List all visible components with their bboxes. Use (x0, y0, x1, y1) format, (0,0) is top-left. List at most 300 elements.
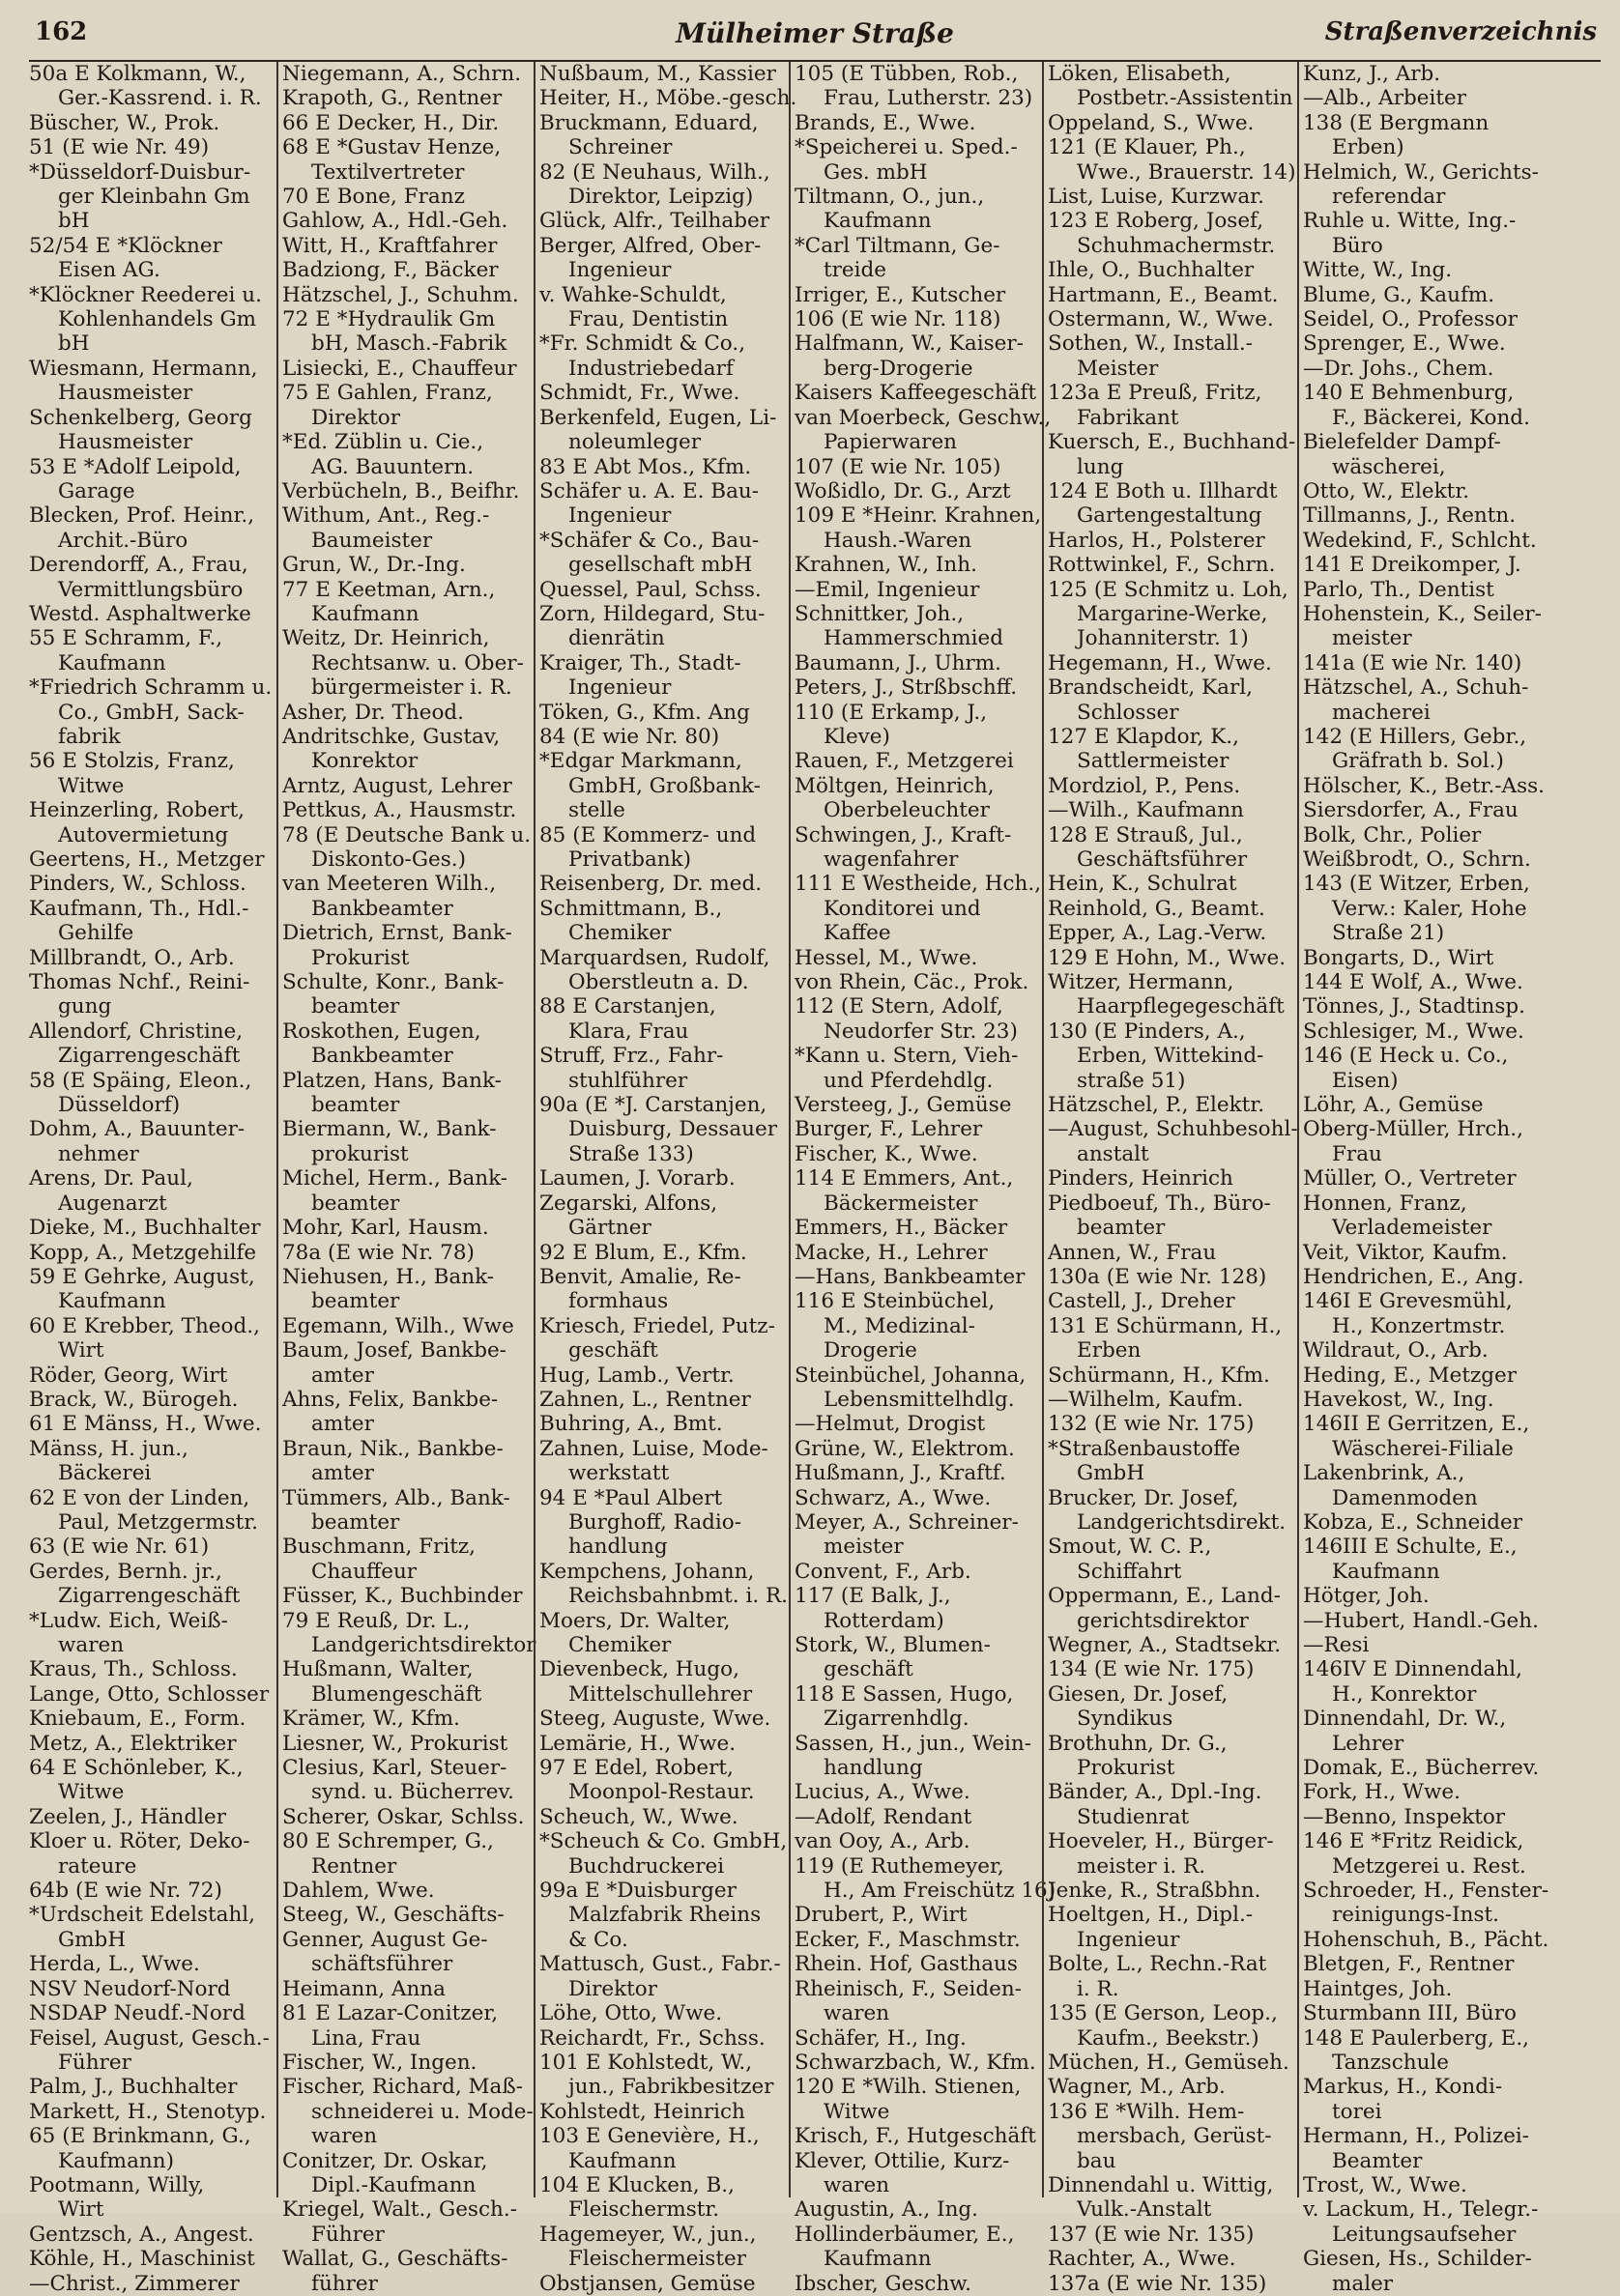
directory-entry-line: Witwe (58, 1780, 125, 1805)
directory-entry-line: 58 (E Späing, Eleon., (29, 1068, 252, 1093)
directory-entry-line: Autovermietung (58, 822, 229, 847)
directory-entry-line: waren (58, 1633, 125, 1657)
directory-entry-line: Studienrat (1077, 1804, 1190, 1829)
directory-entry-line: Drubert, P., Wirt (795, 1903, 968, 1928)
directory-entry-line: Withum, Ant., Reg.- (282, 503, 490, 529)
directory-entry-line: Weißbrodt, O., Schrn. (1303, 847, 1531, 872)
directory-entry-line: Grüne, W., Elektrom. (795, 1436, 1015, 1461)
directory-entry-line: Ostermann, W., Wwe. (1048, 307, 1274, 332)
directory-entry-line: Zegarski, Alfons, (539, 1191, 718, 1216)
directory-entry-line: Lebensmittelhdlg. (824, 1387, 1015, 1412)
directory-entry-line: Pootmann, Willy, (29, 2172, 205, 2197)
directory-entry-line: Blumengeschäft (311, 1681, 482, 1707)
directory-entry-line: Conitzer, Dr. Oskar, (282, 2148, 488, 2173)
directory-entry-line: dienrätin (568, 626, 665, 651)
directory-entry-line: Müller, O., Vertreter (1303, 1166, 1517, 1191)
directory-entry-line: meister (824, 1535, 904, 1560)
directory-entry-line: Schlesiger, M., Wwe. (1303, 1019, 1524, 1044)
directory-entry-line: —Benno, Inspektor (1303, 1804, 1506, 1829)
directory-entry-line: torei (1332, 2099, 1382, 2124)
directory-entry-line: Rotterdam) (824, 1608, 944, 1633)
directory-entry-line: 121 (E Klauer, Ph., (1048, 135, 1246, 160)
directory-entry-line: Hug, Lamb., Vertr. (539, 1363, 735, 1388)
directory-entry-line: Müchen, H., Gemüseh. (1048, 2050, 1289, 2075)
street-title: Mülheimer Straße (676, 17, 954, 49)
directory-entry-line: List, Luise, Kurzwar. (1048, 185, 1264, 210)
directory-entry-line: Gerdes, Bernh. jr., (29, 1559, 222, 1584)
directory-entry-line: NSV Neudorf-Nord (29, 1976, 231, 2001)
directory-entry-line: 84 (E wie Nr. 80) (539, 724, 720, 749)
directory-entry-line: Möltgen, Heinrich, (795, 773, 995, 798)
directory-entry-line: Füsser, K., Buchbinder (282, 1584, 523, 1609)
directory-entry-line: Kaisers Kaffeegeschäft (795, 381, 1037, 406)
directory-entry-line: synd. u. Bücherrev. (311, 1780, 514, 1805)
directory-entry-line: Sprenger, E., Wwe. (1303, 331, 1506, 357)
directory-entry-line: nehmer (58, 1141, 139, 1166)
directory-entry-line: Ecker, F., Maschmstr. (795, 1927, 1021, 1952)
directory-entry-line: Moonpol-Restaur. (568, 1780, 755, 1805)
directory-entry-line: Convent, F., Arb. (795, 1559, 971, 1584)
directory-entry-line: 119 (E Ruthemeyer, (795, 1853, 1004, 1879)
directory-entry-line: Landgerichtsdirektor (311, 1633, 536, 1657)
directory-entry-line: Ingenieur (568, 258, 672, 283)
directory-entry-line: Hohenstein, K., Seiler- (1303, 601, 1542, 626)
directory-entry-line: Marquardsen, Rudolf, (539, 945, 770, 970)
directory-entry-line: Oppermann, E., Land- (1048, 1584, 1281, 1609)
directory-entry-line: GmbH (1077, 1461, 1145, 1486)
directory-entry-line: 132 (E wie Nr. 175) (1048, 1412, 1255, 1437)
directory-entry-line: Dohm, A., Bauunter- (29, 1117, 246, 1142)
directory-entry-line: Löken, Elisabeth, (1048, 62, 1231, 86)
directory-entry-line: Badziong, F., Bäcker (282, 258, 499, 283)
directory-entry-line: Dinnendahl, Dr. W., (1303, 1707, 1507, 1732)
directory-entry-line: Kopp, A., Metzgehilfe (29, 1240, 257, 1265)
directory-entry-line: 146IV E Dinnendahl, (1303, 1657, 1522, 1682)
directory-entry-line: Krämer, W., Kfm. (282, 1707, 460, 1732)
directory-entry-line: Damenmoden (1332, 1485, 1478, 1510)
directory-entry-line: Oppeland, S., Wwe. (1048, 110, 1255, 135)
directory-entry-line: van Ooy, A., Arb. (795, 1829, 970, 1854)
directory-entry-line: Verbücheln, B., Beifhr. (282, 478, 520, 503)
directory-entry-line: reinigungs-Inst. (1332, 1903, 1499, 1928)
directory-entry-line: Berkenfeld, Eugen, Li- (539, 405, 777, 430)
directory-entry-line: —August, Schuhbesohl- (1048, 1117, 1298, 1142)
directory-entry-line: Schiffahrt (1077, 1559, 1182, 1584)
directory-entry-line: Metz, A., Elektriker (29, 1731, 237, 1756)
directory-entry-line: Erben) (1332, 135, 1404, 160)
directory-entry-line: Gartengestaltung (1077, 503, 1262, 529)
directory-entry-line: lung (1077, 454, 1124, 479)
directory-entry-line: Klever, Ottilie, Kurz- (795, 2148, 1010, 2173)
directory-entry-line: Domak, E., Bücherrev. (1303, 1756, 1540, 1781)
directory-entry-line: Hußmann, Walter, (282, 1657, 474, 1682)
directory-entry-line: Kaffee (824, 921, 891, 946)
directory-entry-line: Clesius, Karl, Steuer- (282, 1756, 507, 1781)
directory-entry-line: Herda, L., Wwe. (29, 1952, 200, 1977)
directory-entry-line: 118 E Sassen, Hugo, (795, 1681, 1014, 1707)
directory-entry-line: Hätzschel, P., Elektr. (1048, 1093, 1265, 1118)
directory-entry-line: führer (311, 2271, 378, 2296)
directory-entry-line: bH (58, 331, 90, 357)
directory-entry-line: Direktor (568, 1976, 658, 2001)
directory-entry-line: —Wilhelm, Kaufm. (1048, 1387, 1244, 1412)
directory-entry-line: 50a E Kolkmann, W., (29, 62, 246, 86)
directory-entry-line: Kriegel, Walt., Gesch.- (282, 2197, 517, 2223)
directory-entry-line: Köhle, H., Maschinist (29, 2247, 255, 2272)
directory-entry-line: Direktor, Leipzig) (568, 185, 754, 210)
directory-entry-line: Niegemann, A., Schrn. (282, 62, 522, 86)
directory-entry-line: Ahns, Felix, Bankbe- (282, 1387, 499, 1412)
directory-entry-line: Bielefelder Dampf- (1303, 430, 1501, 455)
directory-entry-line: Schwarz, A., Wwe. (795, 1485, 992, 1510)
directory-entry-line: ger Kleinbahn Gm (58, 185, 250, 210)
directory-entry-line: Siersdorfer, A., Frau (1303, 798, 1519, 823)
directory-entry-line: 97 E Edel, Robert, (539, 1756, 734, 1781)
directory-entry-line: 56 E Stolzis, Franz, (29, 749, 235, 774)
directory-entry-line: H., Konzertmstr. (1332, 1313, 1506, 1338)
directory-entry-line: Duisburg, Dessauer (568, 1117, 778, 1142)
page-header (29, 19, 1601, 62)
directory-entry-line: beamter (311, 994, 400, 1019)
directory-entry-line: Kaufmann (1332, 1559, 1440, 1584)
directory-entry-line: 123a E Preuß, Fritz, (1048, 381, 1262, 406)
directory-entry-line: Kaufmann (58, 650, 166, 675)
directory-entry-line: Dipl.-Kaufmann (311, 2172, 477, 2197)
directory-entry-line: Privatbank) (568, 847, 692, 872)
directory-entry-line: Tiltmann, O., jun., (795, 185, 985, 210)
directory-entry-line: Castell, J., Dreher (1048, 1289, 1235, 1314)
directory-entry-line: Beamter (1332, 2148, 1423, 2173)
directory-entry-line: —Emil, Ingenieur (795, 577, 980, 602)
column-1 (29, 62, 273, 2296)
directory-entry-line: 141 E Dreikomper, J. (1303, 553, 1521, 578)
directory-entry-line: Zeelen, J., Händler (29, 1804, 227, 1829)
directory-entry-line: Konrektor (311, 749, 419, 774)
directory-entry-line: Chemiker (568, 1633, 672, 1657)
directory-entry-line: Harlos, H., Polsterer (1048, 528, 1265, 553)
directory-entry-line: maler (1332, 2271, 1394, 2296)
directory-entry-line: amter (311, 1412, 374, 1437)
directory-entry-line: Genner, August Ge- (282, 1927, 488, 1952)
directory-entry-line: bH (58, 209, 90, 234)
directory-entry-line: Wiesmann, Hermann, (29, 356, 258, 381)
directory-entry-line: Frau, Dentistin (568, 307, 729, 332)
directory-entry-line: Schäfer u. A. E. Bau- (539, 478, 760, 503)
directory-entry-line: Rheinisch, F., Seiden- (795, 1976, 1022, 2001)
directory-entry-line: 66 E Decker, H., Dir. (282, 110, 500, 135)
directory-entry-line: 116 E Steinbüchel, (795, 1289, 996, 1314)
directory-entry-line: Fischer, K., Wwe. (795, 1141, 978, 1166)
directory-entry-line: Witzer, Hermann, (1048, 970, 1234, 995)
directory-entry-line: 92 E Blum, E., Kfm. (539, 1240, 747, 1265)
directory-entry-line: Klara, Frau (568, 1019, 689, 1044)
directory-entry-line: *Kann u. Stern, Vieh- (795, 1044, 1019, 1069)
directory-entry-line: Egemann, Wilh., Wwe (282, 1313, 514, 1338)
directory-entry-line: 144 E Wolf, A., Wwe. (1303, 970, 1523, 995)
directory-entry-line: Weitz, Dr. Heinrich, (282, 626, 490, 651)
directory-entry-line: Schuhmachermstr. (1077, 233, 1276, 258)
directory-entry-line: gung (58, 994, 112, 1019)
directory-entry-line: 88 E Carstanjen, (539, 994, 716, 1019)
directory-entry-line: Syndikus (1077, 1707, 1173, 1732)
directory-entry-line: Frau, Lutherstr. 23) (824, 86, 1033, 111)
directory-entry-line: mersbach, Gerüst- (1077, 2124, 1272, 2149)
directory-entry-line: Büscher, W., Prok. (29, 110, 220, 135)
directory-entry-line: Lehrer (1332, 1731, 1404, 1756)
directory-entry-line: 107 (E wie Nr. 105) (795, 454, 1001, 479)
directory-entry-line: Lemärie, H., Wwe. (539, 1731, 737, 1756)
directory-entry-line: schneiderei u. Mode- (311, 2099, 534, 2124)
directory-entry-line: 146 (E Heck u. Co., (1303, 1044, 1509, 1069)
directory-entry-line: Straße 133) (568, 1141, 694, 1166)
directory-entry-line: Hausmeister (58, 381, 193, 406)
directory-entry-line: Giesen, Dr. Josef, (1048, 1681, 1229, 1707)
directory-entry-line: Reichsbahnbmt. i. R. (568, 1584, 789, 1609)
directory-entry-line: Gentzsch, A., Angest. (29, 2222, 254, 2247)
directory-entry-line: von Rhein, Cäc., Prok. (795, 970, 1029, 995)
directory-entry-line: 146III E Schulte, E., (1303, 1535, 1518, 1560)
directory-entry-line: Westd. Asphaltwerke (29, 601, 251, 626)
directory-entry-line: Ruhle u. Witte, Ing.- (1303, 209, 1517, 234)
directory-entry-line: Kaufmann (58, 1289, 166, 1314)
directory-entry-line: *Klöckner Reederei u. (29, 282, 262, 307)
directory-entry-line: Chauffeur (311, 1559, 418, 1584)
directory-entry-line: Haintges, Joh. (1303, 1976, 1453, 2001)
directory-entry-line: Heinzerling, Robert, (29, 798, 245, 823)
directory-entry-line: —Christ., Zimmerer (29, 2271, 240, 2296)
directory-entry-line: Hermann, H., Polizei- (1303, 2124, 1530, 2149)
directory-entry-line: Bletgen, F., Rentner (1303, 1952, 1515, 1977)
directory-entry-line: Verw.: Kaler, Hohe (1332, 896, 1527, 921)
directory-entry-line: 99a E *Duisburger (539, 1879, 737, 1904)
directory-entry-line: 105 (E Tübben, Rob., (795, 62, 1019, 86)
directory-entry-line: Hollinderbäumer, E., (795, 2222, 1015, 2247)
directory-entry-line: Rechtsanw. u. Ober- (311, 650, 524, 675)
directory-entry-line: Kohlenhandels Gm (58, 307, 257, 332)
directory-entry-line: beamter (311, 1191, 400, 1216)
directory-entry-line: 134 (E wie Nr. 175) (1048, 1657, 1255, 1682)
directory-entry-line: Ges. mbH (824, 159, 928, 185)
directory-entry-line: Tümmers, Alb., Bank- (282, 1485, 510, 1510)
directory-entry-line: Jenke, R., Straßbhn. (1048, 1879, 1261, 1904)
directory-entry-line: Zigarrenhdlg. (824, 1707, 969, 1732)
directory-entry-line: v. Wahke-Schuldt, (539, 282, 727, 307)
directory-entry-line: 143 (E Witzer, Erben, (1303, 872, 1530, 897)
directory-entry-line: 111 E Westheide, Hch., (795, 872, 1042, 897)
directory-entry-line: Kriesch, Friedel, Putz- (539, 1313, 775, 1338)
directory-entry-line: Pinders, Heinrich (1048, 1166, 1233, 1191)
directory-entry-line: Hußmann, J., Kraftf. (795, 1461, 1006, 1486)
directory-entry-line: Versteeg, J., Gemüse (795, 1093, 1012, 1118)
directory-entry-line: Seidel, O., Professor (1303, 307, 1518, 332)
directory-entry-line: —Dr. Johs., Chem. (1303, 356, 1494, 381)
directory-entry-line: 51 (E wie Nr. 49) (29, 135, 210, 160)
directory-entry-line: Heding, E., Metzger (1303, 1363, 1518, 1388)
directory-entry-line: Steeg, Auguste, Wwe. (539, 1707, 771, 1732)
directory-entry-line: und Pferdehdlg. (824, 1068, 994, 1093)
directory-entry-line: Drogerie (824, 1338, 917, 1363)
directory-entry-line: Landgerichtsdirekt. (1077, 1509, 1287, 1535)
directory-entry-line: Heiter, H., Möbe.-gesch. (539, 86, 797, 111)
directory-entry-line: Havekost, W., Ing. (1303, 1387, 1494, 1412)
directory-entry-line: Krapoth, G., Rentner (282, 86, 503, 111)
directory-entry-line: Helmich, W., Gerichts- (1303, 159, 1539, 185)
directory-entry-line: Derendorff, A., Frau, (29, 553, 248, 578)
page-number: 162 (35, 17, 88, 46)
directory-entry-line: Halfmann, W., Kaiser- (795, 331, 1024, 357)
directory-entry-line: van Meeteren Wilh., (282, 872, 497, 897)
directory-entry-line: Hammerschmied (824, 626, 1004, 651)
directory-entry-line: Kloer u. Röter, Deko- (29, 1829, 250, 1854)
directory-entry-line: AG. Bauuntern. (311, 454, 475, 479)
directory-entry-line: schäftsführer (311, 1952, 453, 1977)
directory-entry-line: 140 E Behmenburg, (1303, 381, 1515, 406)
directory-entry-line: Palm, J., Buchhalter (29, 2075, 238, 2100)
directory-entry-line: —Helmut, Drogist (795, 1412, 986, 1437)
directory-entry-line: 77 E Keetman, Arn., (282, 577, 496, 602)
directory-entry-line: Rottwinkel, F., Schrn. (1048, 553, 1276, 578)
directory-entry-line: Rhein. Hof, Gasthaus (795, 1952, 1018, 1977)
directory-entry-line: Bänder, A., Dpl.-Ing. (1048, 1780, 1262, 1805)
directory-entry-line: Woßidlo, Dr. G., Arzt (795, 478, 1011, 503)
directory-entry-line: Bolk, Chr., Polier (1303, 822, 1482, 847)
directory-entry-line: Wäscherei-Filiale (1332, 1436, 1514, 1461)
directory-entry-line: Blecken, Prof. Heinr., (29, 503, 255, 529)
directory-entry-line: Smout, W. C. P., (1048, 1535, 1212, 1560)
directory-entry-line: Hegemann, H., Wwe. (1048, 650, 1272, 675)
directory-entry-line: Archit.-Büro (58, 528, 188, 553)
directory-entry-line: Reinhold, G., Beamt. (1048, 896, 1265, 921)
column-6 (1297, 62, 1605, 2296)
directory-entry-line: Kunz, J., Arb. (1303, 62, 1441, 86)
directory-entry-line: werkstatt (568, 1461, 670, 1486)
directory-entry-line: —Alb., Arbeiter (1303, 86, 1466, 111)
directory-entry-line: Baumeister (311, 528, 433, 553)
directory-entry-line: 64 E Schönleber, K., (29, 1756, 244, 1781)
directory-entry-line: Zahnen, L., Rentner (539, 1387, 751, 1412)
directory-entry-line: Quessel, Paul, Schss. (539, 577, 762, 602)
directory-entry-line: Lange, Otto, Schlosser (29, 1681, 270, 1707)
directory-entry-line: 75 E Gahlen, Franz, (282, 381, 493, 406)
directory-entry-line: Witt, H., Kraftfahrer (282, 233, 498, 258)
directory-entry-line: Markus, H., Kondi- (1303, 2075, 1503, 2100)
directory-entry-line: Verlademeister (1332, 1216, 1492, 1241)
directory-entry-line: Meister (1077, 356, 1159, 381)
directory-entry-line: 135 (E Gerson, Leop., (1048, 2001, 1278, 2026)
directory-entry-line: 137a (E wie Nr. 135) (1048, 2271, 1267, 2296)
directory-entry-line: Ingenieur (568, 675, 672, 701)
directory-entry-line: 101 E Kohlstedt, W., (539, 2050, 753, 2075)
directory-entry-line: Witwe (58, 773, 125, 798)
directory-entry-line: bH, Masch.-Fabrik (311, 331, 507, 357)
directory-entry-line: Bongarts, D., Wirt (1303, 945, 1494, 970)
directory-entry-line: Postbetr.-Assistentin (1077, 86, 1293, 111)
directory-entry-line: Bäckermeister (824, 1191, 978, 1216)
directory-entry-line: Leitungsaufseher (1332, 2222, 1517, 2247)
directory-entry-line: Gehilfe (58, 921, 134, 946)
directory-entry-line: Tillmanns, J., Rentn. (1303, 503, 1517, 529)
directory-entry-line: Wagner, M., Arb. (1048, 2075, 1226, 2100)
directory-entry-line: Vulk.-Anstalt (1077, 2197, 1212, 2223)
directory-entry-line: Benvit, Amalie, Re- (539, 1264, 741, 1289)
directory-entry-line: beamter (1077, 1216, 1166, 1241)
directory-entry-line: 70 E Bone, Franz (282, 185, 465, 210)
directory-entry-line: Zigarrengeschäft (58, 1044, 241, 1069)
directory-entry-line: Thomas Nchf., Reini- (29, 970, 250, 995)
directory-entry-line: Geschäftsführer (1077, 847, 1248, 872)
directory-entry-line: Sattlermeister (1077, 749, 1229, 774)
directory-entry-line: waren (824, 2001, 890, 2026)
directory-entry-line: noleumleger (568, 430, 701, 455)
directory-entry-line: Buchdruckerei (568, 1853, 725, 1879)
directory-entry-line: Industriebedarf (568, 356, 734, 381)
directory-entry-line: *Edgar Markmann, (539, 749, 742, 774)
directory-entry-line: Bolte, L., Rechn.-Rat (1048, 1952, 1267, 1977)
directory-entry-line: 142 (E Hillers, Gebr., (1303, 724, 1527, 749)
directory-entry-line: Millbrandt, O., Arb. (29, 945, 235, 970)
directory-entry-line: GmbH (58, 1927, 127, 1952)
directory-entry-line: 125 (E Schmitz u. Loh, (1048, 577, 1288, 602)
directory-entry-line: 65 (E Brinkmann, G., (29, 2124, 251, 2149)
directory-entry-line: 68 E *Gustav Henze, (282, 135, 502, 160)
directory-entry-line: 55 E Schramm, F., (29, 626, 223, 651)
directory-entry-line: Hoeveler, H., Bürger- (1048, 1829, 1274, 1854)
directory-entry-line: geschäft (824, 1657, 913, 1682)
column-2 (276, 62, 536, 2296)
directory-entry-line: Struff, Frz., Fahr- (539, 1044, 724, 1069)
directory-entry-line: Straße 21) (1332, 921, 1445, 946)
directory-entry-line: amter (311, 1363, 374, 1388)
directory-entry-line: Paul, Metzgermstr. (58, 1509, 258, 1535)
directory-entry-line: Steinbüchel, Johanna, (795, 1363, 1027, 1388)
directory-entry-line: Ingenieur (568, 503, 672, 529)
directory-entry-line: Niehusen, H., Bank- (282, 1264, 495, 1289)
directory-entry-line: Obstjansen, Gemüse (539, 2271, 756, 2296)
directory-entry-line: 141a (E wie Nr. 140) (1303, 650, 1522, 675)
directory-entry-line: jun., Fabrikbesitzer (568, 2075, 774, 2100)
directory-entry-line: 146II E Gerritzen, E., (1303, 1412, 1530, 1437)
directory-entry-line: 136 E *Wilh. Hem- (1048, 2099, 1245, 2124)
directory-entry-line: & Co. (568, 1927, 628, 1952)
directory-entry-line: 60 E Krebber, Theod., (29, 1313, 260, 1338)
directory-entry-line: 81 E Lazar-Conitzer, (282, 2001, 499, 2026)
directory-entry-line: Töken, G., Kfm. Ang (539, 700, 750, 725)
directory-entry-line: Rauen, F., Metzgerei (795, 749, 1014, 774)
directory-entry-line: Fabrikant (1077, 405, 1179, 430)
directory-entry-line: Sturmbann III, Büro (1303, 2001, 1518, 2026)
directory-entry-line: 128 E Strauß, Jul., (1048, 822, 1243, 847)
directory-entry-line: M., Medizinal- (824, 1313, 975, 1338)
directory-entry-line: Brands, E., Wwe. (795, 110, 976, 135)
directory-entry-line: Ihle, O., Buchhalter (1048, 258, 1255, 283)
directory-entry-line: Kraus, Th., Schloss. (29, 1657, 238, 1682)
directory-entry-line: Buschmann, Fritz, (282, 1535, 477, 1560)
directory-entry-line: Ger.-Kassrend. i. R. (58, 86, 262, 111)
directory-entry-line: gesellschaft mbH (568, 553, 753, 578)
directory-entry-line: 63 (E wie Nr. 61) (29, 1535, 210, 1560)
directory-entry-line: Büro (1332, 233, 1383, 258)
directory-entry-line: Schwingen, J., Kraft- (795, 822, 1012, 847)
directory-entry-line: Lucius, A., Wwe. (795, 1780, 970, 1805)
directory-entry-line: meister (1332, 626, 1412, 651)
directory-entry-line: *Düsseldorf-Duisbur- (29, 159, 251, 185)
directory-entry-line: 137 (E wie Nr. 135) (1048, 2222, 1255, 2247)
directory-entry-line: Piedboeuf, Th., Büro- (1048, 1191, 1271, 1216)
directory-entry-line: 78 (E Deutsche Bank u. (282, 822, 532, 847)
directory-entry-line: 148 E Paulerberg, E., (1303, 2025, 1530, 2051)
directory-entry-line: Heimann, Anna (282, 1976, 446, 2001)
directory-entry-line: Kaufmann (824, 209, 932, 234)
